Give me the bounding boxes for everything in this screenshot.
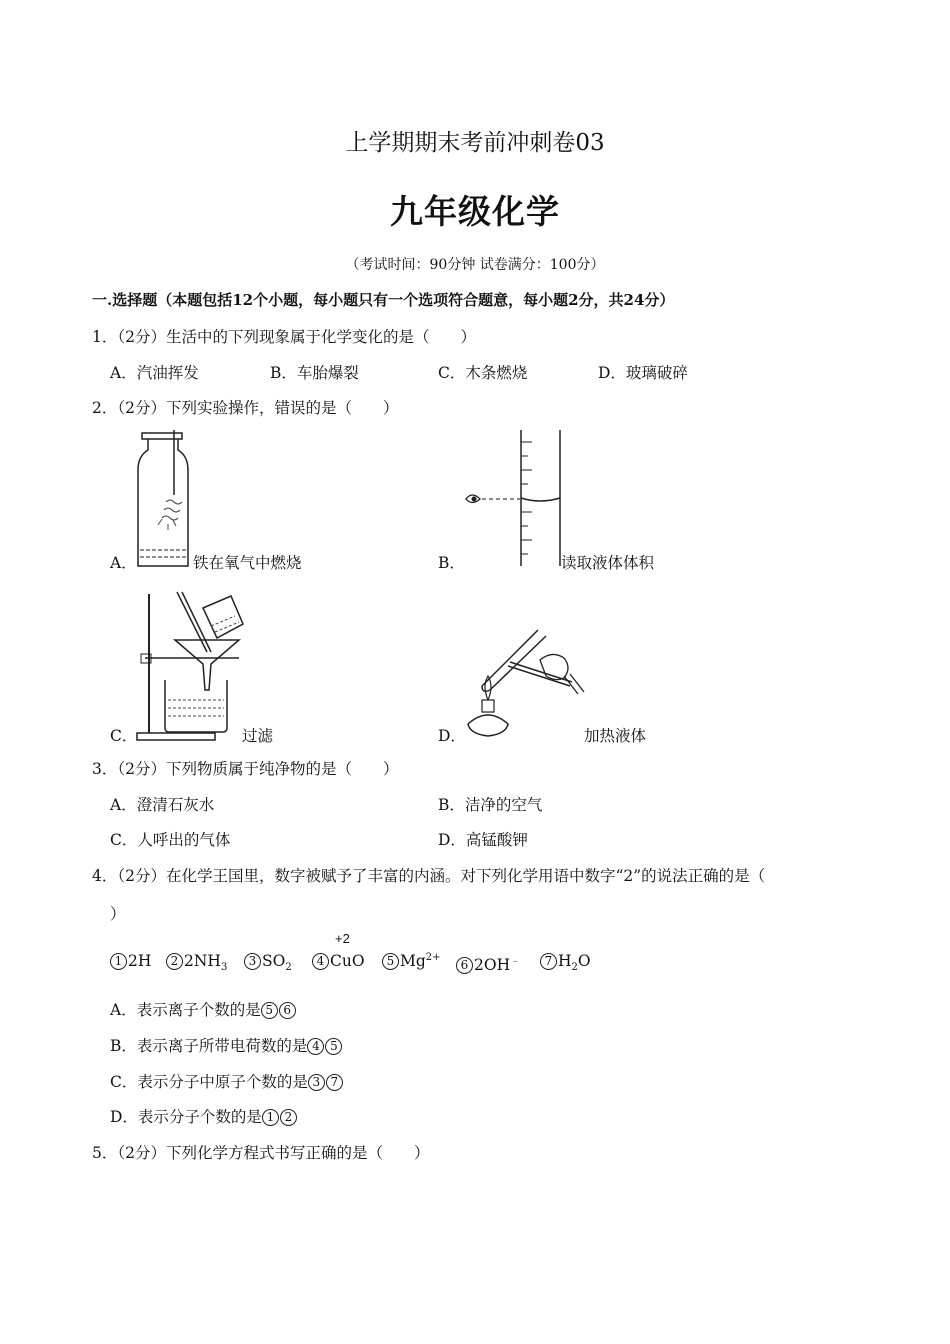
q4-stem-line2: ） [110, 905, 126, 923]
q1-stem: 1．（2分）生活中的下列现象属于化学变化的是（ ） [92, 328, 476, 346]
q4-valence-label: +2 [335, 931, 350, 946]
exam-title: 上学期期末考前冲刺卷03 [345, 130, 605, 156]
circled-number: 7 [540, 953, 557, 970]
heating-liquid-figure [460, 620, 590, 745]
q3-option-b: B．洁净的空气 [438, 796, 543, 814]
circled-number: 5 [382, 953, 399, 970]
circled-number: 1 [110, 953, 127, 970]
q4-stem-line1: 4．（2分）在化学王国里，数字被赋予了丰富的内涵。对下列化学用语中数字“2”的说法正确的是（ [92, 867, 766, 885]
circled-number: 2 [166, 953, 183, 970]
section-heading: 一.选择题（本题包括12个小题，每小题只有一个选项符合题意，每小题2分，共24分） [92, 291, 675, 309]
q4-formula-2: 2 $2NH_3$ [166, 952, 227, 973]
q3-option-a: A．澄清石灰水 [110, 796, 215, 814]
q4-option-b: B．表示离子所带电荷数的是 4 5 [110, 1034, 343, 1056]
q2-option-d-caption: 加热液体 [584, 727, 647, 745]
q2-option-b-letter: B． [438, 554, 465, 572]
q2-option-a-letter: A． [110, 554, 137, 572]
q3-option-d: D．高锰酸钾 [438, 831, 528, 849]
q4-option-a: A．表示离子个数的是 5 6 [110, 998, 297, 1020]
q2-stem: 2．（2分）下列实验操作，错误的是（ ） [92, 399, 399, 417]
q2-option-a-caption: 铁在氧气中燃烧 [193, 554, 302, 572]
q4-formula-4: 4 CuO [312, 952, 365, 970]
q4-formula-5: 5 $Mg^{2+}$ [382, 952, 441, 970]
iron-combustion-figure [130, 430, 200, 570]
subject-title: 九年级化学 [390, 192, 560, 231]
q4-formula-7: 7 $H_2O$ [540, 952, 591, 973]
q4-option-d: D．表示分子个数的是 1 2 [110, 1105, 298, 1127]
q2-option-c-caption: 过滤 [242, 727, 274, 745]
q3-option-c: C．人呼出的气体 [110, 831, 231, 849]
q3-stem: 3．（2分）下列物质属于纯净物的是（ ） [92, 760, 399, 778]
q2-option-d-letter: D． [438, 727, 466, 745]
q2-option-c-letter: C． [110, 727, 138, 745]
q1-option-c: C．木条燃烧 [438, 364, 528, 382]
q2-option-b-caption: 读取液体体积 [561, 554, 655, 572]
q1-option-a: A．汽油挥发 [110, 364, 199, 382]
graduated-cylinder-figure [460, 428, 570, 568]
q1-option-d: D．玻璃破碎 [598, 364, 688, 382]
exam-info: （考试时间：90分钟 试卷满分：100分） [345, 257, 605, 273]
filtration-figure [135, 590, 255, 745]
q4-formula-3: 3 $SO_2$ [244, 952, 292, 973]
q4-formula-1: 1 2H [110, 952, 151, 970]
q4-formula-6: 6 2OH﹣ [456, 952, 520, 974]
q5-stem: 5．（2分）下列化学方程式书写正确的是（ ） [92, 1144, 430, 1162]
circled-number: 6 [456, 957, 473, 974]
q4-option-c: C．表示分子中原子个数的是 3 7 [110, 1070, 344, 1092]
q1-option-b: B．车胎爆裂 [270, 364, 359, 382]
circled-number: 3 [244, 953, 261, 970]
circled-number: 4 [312, 953, 329, 970]
